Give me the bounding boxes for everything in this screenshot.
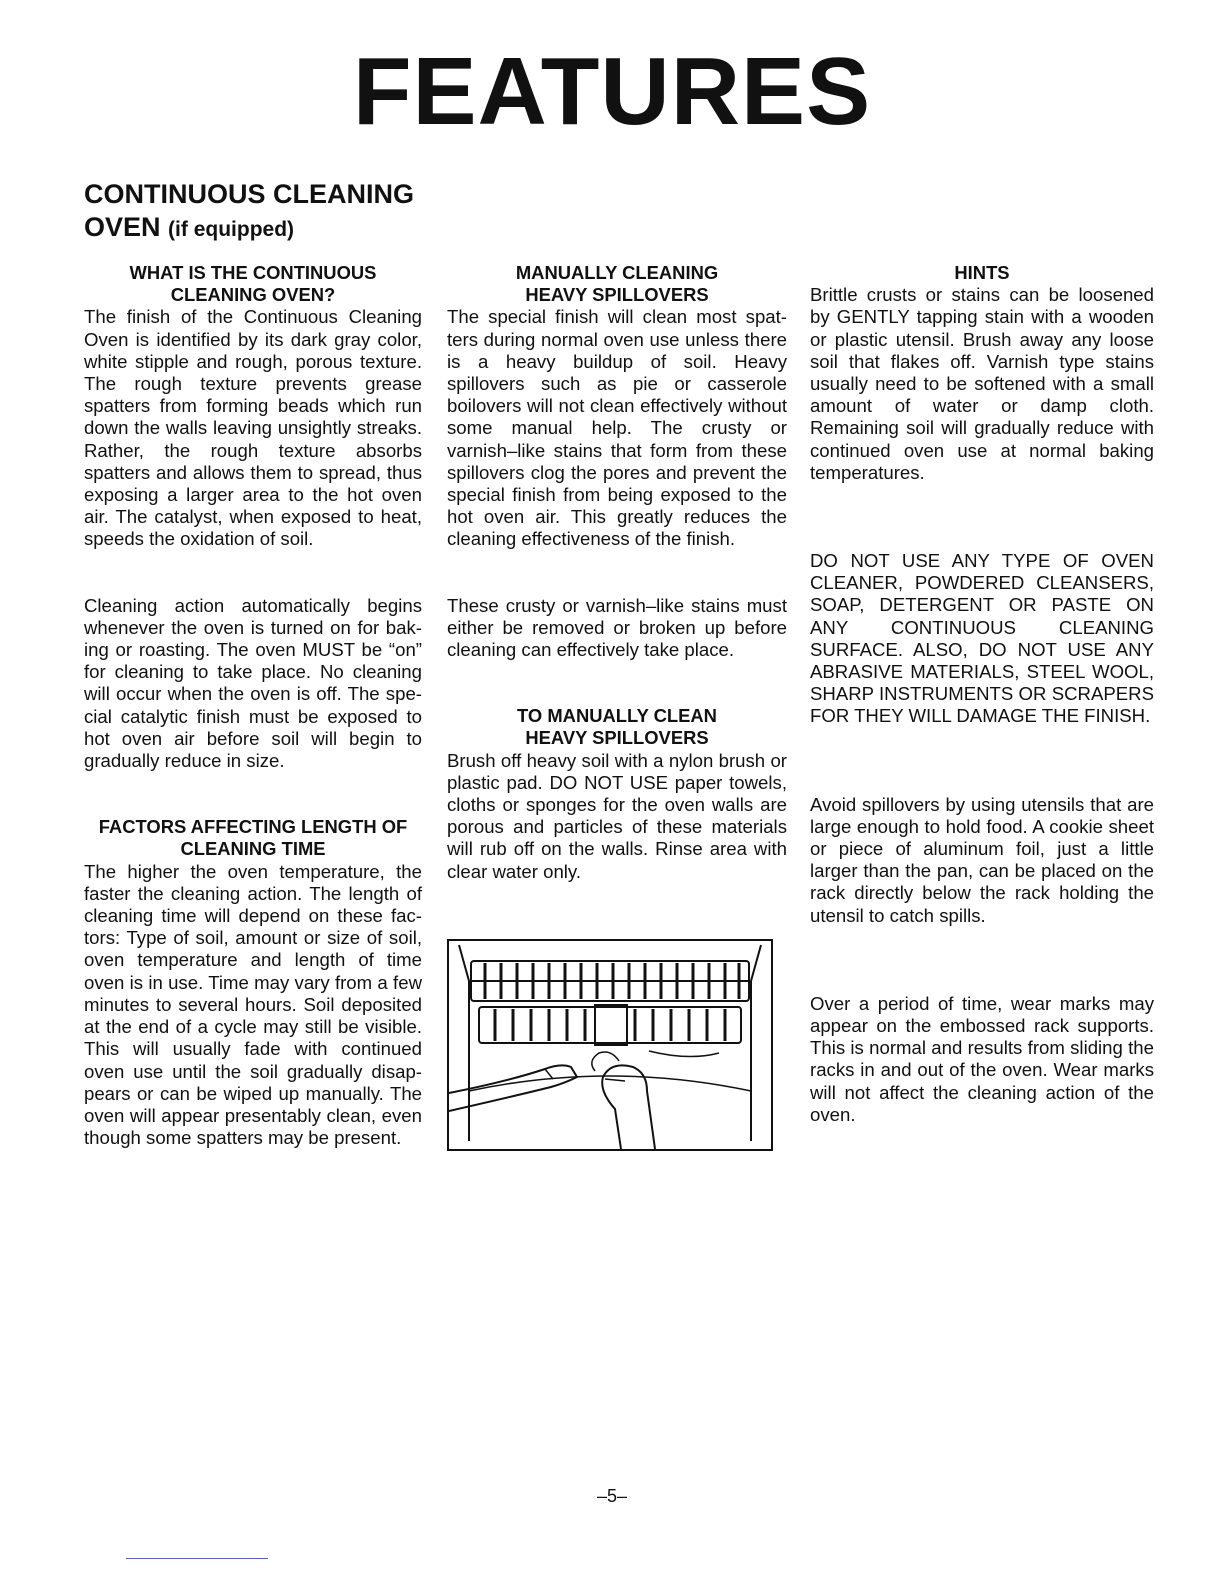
section-title-qualifier: (if equipped) <box>168 218 295 241</box>
heading-what-is-continuous-cleaning: WHAT IS THE CONTINUOUS CLEANING OVEN? <box>129 262 377 306</box>
heading-factors-affecting-time: FACTORS AFFECTING LENGTH OF CLEANING TIME <box>98 816 408 860</box>
section-title-line2 <box>84 211 414 246</box>
page-number: –5– <box>596 1486 628 1506</box>
paragraph-wear-marks: Over a period of time, wear marks may appear on the embossed rack supports. This is normal and results from sliding the racks in and out of the oven. Wear marks will not affect the cleaning action of the oven. <box>810 992 1154 1125</box>
paragraph-avoid-spillovers: Avoid spillovers by using utensils that are large enough to hold food. A cookie sheet or piece of aluminum foil, just a little larger than the pan, can be placed on the rack directly below the rack holding the utensil to catch spills. <box>810 793 1154 926</box>
section-title-oven: OVEN <box>84 212 161 242</box>
oven-cleaning-illustration <box>447 939 773 1151</box>
paragraph-heavy-spillovers: The special finish will clean most spatters during normal oven use unless there is a heavy buildup of soil. Heavy spillovers such as pie or casserole boilovers will not clean effectively without some manual help. The crusty or varnish–like stains that form from these spillovers clog the pores and prevent the special finish from being exposed to the hot oven air. This greatly reduces the cleaning effectiveness of the finish. <box>447 306 787 550</box>
section-title-line1: CONTINUOUS CLEANING <box>84 179 414 209</box>
footer-rule <box>126 1558 268 1559</box>
paragraph-crusty-stains: These crusty or varnish–like stains must either be removed or broken up before cleaning can effectively take place. <box>447 594 787 661</box>
paragraph-cleaning-action: Cleaning action automatically begins whenever the oven is turned on for baking or roasting. The oven MUST be “on” for cleaning to take place. No cleaning will occur when the oven is off. The special catalytic finish must be exposed to hot oven air before soil will begin to gradually reduce in size. <box>84 594 422 772</box>
heading-hints: HINTS <box>954 262 1010 283</box>
column-left <box>84 262 422 1149</box>
paragraph-finish-description: The finish of the Continuous Cleaning Oven is identified by its dark gray color, white stipple and rough, porous texture. The rough texture prevents grease spatters from forming beads which run down the walls leaving unsightly streaks. Rather, the rough texture absorbs spatters and allows them to spread, thus exposing a larger area to the hot oven air. The catalyst, when exposed to heat, speeds the oxidation of soil. <box>84 306 422 550</box>
paragraph-cleaning-time: The higher the oven temperature, the faster the cleaning action. The length of cleaning time will depend on these factors: Type of soil, amount or size of soil, oven temperature and length of time oven is in use. Time may vary from a few minutes to several hours. Soil deposited at the end of a cycle may still be visible. This will usually fade with continued oven use until the soil gradually disappears or can be wiped up manually. The oven will appear presentably clean, even though some spatters may be present. <box>84 860 422 1149</box>
paragraph-do-not-use-warning: DO NOT USE ANY TYPE OF OVEN CLEANER, POWDERED CLEANSERS, SOAP, DETERGENT OR PASTE ON ANY CONTINUOUS CLEANING SURFACE. ALSO, DO NOT USE ANY ABRASIVE MATERIALS, STEEL WOOL, SHARP INSTRUMENTS OR SCRAPERS FOR THEY WILL DAMAGE THE FINISH. <box>810 550 1154 727</box>
paragraph-brittle-crusts: Brittle crusts or stains can be loosened by GENTLY tapping stain with a wooden or plastic utensil. Brush away any loose soil that flakes off. Varnish type stains usually need to be softened with a small amount of water or damp cloth. Remaining soil will gradually reduce with continued oven use at normal baking temperatures. <box>810 284 1154 483</box>
heading-manually-cleaning: MANUALLY CLEANING HEAVY SPILLOVERS <box>515 262 719 306</box>
paragraph-brush-off-soil: Brush off heavy soil with a nylon brush or plastic pad. DO NOT USE paper towels, cloths or sponges for the oven walls are porous and particles of these materials will rub off on the walls. Rinse area with clear water only. <box>447 749 787 882</box>
page-title: FEATURES <box>352 38 872 145</box>
heading-to-manually-clean: TO MANUALLY CLEAN HEAVY SPILLOVERS <box>517 705 717 749</box>
column-right <box>810 262 1154 1126</box>
section-title <box>84 178 414 246</box>
column-middle <box>447 262 787 1151</box>
